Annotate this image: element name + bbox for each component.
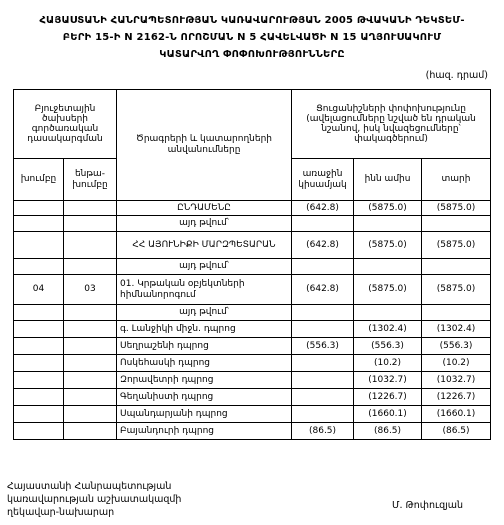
row-group-cell: [14, 201, 64, 216]
row-nine-months-cell: (1226.7): [354, 389, 422, 406]
table-row: [14, 389, 491, 406]
table-row: [14, 275, 491, 305]
row-year-cell: [422, 259, 491, 275]
row-nine-months-cell: (10.2): [354, 355, 422, 372]
row-first-half-cell: (642.8): [292, 201, 354, 216]
row-name-cell: այդ թվում՝: [117, 216, 292, 232]
row-group-cell: [14, 216, 64, 232]
header-nine-months: ինն ամիս: [354, 159, 422, 201]
row-first-half-cell: [292, 372, 354, 389]
row-year-cell: [422, 305, 491, 321]
row-group-cell: [14, 372, 64, 389]
row-subgroup-cell: [64, 338, 117, 355]
row-name-cell: այդ թվում՝: [117, 259, 292, 275]
row-group-cell: [14, 355, 64, 372]
row-first-half-cell: [292, 389, 354, 406]
row-first-half-cell: [292, 305, 354, 321]
row-nine-months-cell: (556.3): [354, 338, 422, 355]
row-first-half-cell: [292, 355, 354, 372]
row-name-cell: Ոսկեհասկի դպրոց: [117, 355, 292, 372]
header-budget-class: Բյուջետային ծախսերի գործառական դասակարգման: [14, 90, 117, 159]
row-first-half-cell: [292, 216, 354, 232]
table-row: [14, 355, 491, 372]
changes-table: [13, 89, 491, 440]
row-first-half-cell: [292, 321, 354, 338]
table-row: [14, 372, 491, 389]
signature-name: Մ. Թոփուզյան: [392, 500, 464, 511]
row-name-cell: Զորավետրի դպրոց: [117, 372, 292, 389]
row-subgroup-cell: [64, 259, 117, 275]
row-year-cell: (5875.0): [422, 232, 491, 259]
row-group-cell: [14, 389, 64, 406]
table-row: [14, 406, 491, 423]
row-nine-months-cell: [354, 305, 422, 321]
row-group-cell: [14, 321, 64, 338]
row-subgroup-cell: [64, 321, 117, 338]
row-year-cell: (1302.4): [422, 321, 491, 338]
table-row: [14, 321, 491, 338]
row-nine-months-cell: (86.5): [354, 423, 422, 440]
row-year-cell: (10.2): [422, 355, 491, 372]
row-name-cell: Սեղրաշենի դպրոց: [117, 338, 292, 355]
row-year-cell: (5875.0): [422, 201, 491, 216]
row-subgroup-cell: [64, 355, 117, 372]
row-group-cell: [14, 423, 64, 440]
header-subgroup: ենթա-խումբը: [64, 159, 117, 201]
table-row: [14, 201, 491, 216]
row-group-cell: [14, 338, 64, 355]
footer-line-3: ղեկավար-նախարար: [7, 507, 115, 518]
row-subgroup-cell: [64, 305, 117, 321]
row-subgroup-cell: [64, 423, 117, 440]
header-programs: Ծրագրերի և կատարողների անվանումները: [117, 90, 292, 201]
footer-line-2: կառավարության աշխատակազմի: [7, 494, 182, 505]
row-name-cell: այդ թվում՝: [117, 305, 292, 321]
row-year-cell: (1660.1): [422, 406, 491, 423]
row-first-half-cell: (642.8): [292, 275, 354, 305]
row-name-cell: 01. Կրթական օբյեկտների հիմնանորոգում: [117, 275, 292, 305]
document-title: [10, 12, 494, 63]
row-nine-months-cell: (1660.1): [354, 406, 422, 423]
header-group: խումբը: [14, 159, 64, 201]
row-name-cell: Գեղանիստի դպրոց: [117, 389, 292, 406]
row-year-cell: (86.5): [422, 423, 491, 440]
table-row: [14, 232, 491, 259]
row-nine-months-cell: (1302.4): [354, 321, 422, 338]
row-name-cell: Բայանդուրի դպրոց: [117, 423, 292, 440]
row-nine-months-cell: [354, 216, 422, 232]
row-name-cell: գ. Լանջիկի միջն. դպրոց: [117, 321, 292, 338]
row-first-half-cell: [292, 259, 354, 275]
title-line-1: ՀԱՅԱՍՏԱՆԻ ՀԱՆՐԱՊԵՏՈՒԹՅԱՆ ԿԱՌԱՎԱՐՈՒԹՅԱՆ 2005 ԹՎԱԿԱՆԻ ԴԵԿՏԵՄ-: [39, 15, 465, 26]
title-line-2: ԲԵՐԻ 15-Ի N 2162-Ն ՈՐՈՇՄԱՆ N 5 ՀԱՎԵԼՎԱԾԻ N 15 ԱՂՅՈՒՍԱԿՈՒՄ: [62, 32, 442, 43]
table-row: [14, 338, 491, 355]
row-first-half-cell: (556.3): [292, 338, 354, 355]
row-year-cell: (1032.7): [422, 372, 491, 389]
row-subgroup-cell: [64, 232, 117, 259]
row-year-cell: (556.3): [422, 338, 491, 355]
row-first-half-cell: [292, 406, 354, 423]
row-subgroup-cell: 03: [64, 275, 117, 305]
table-row: [14, 259, 491, 275]
unit-label: (հազ. դրամ): [425, 70, 488, 81]
row-year-cell: (1226.7): [422, 389, 491, 406]
row-nine-months-cell: (5875.0): [354, 275, 422, 305]
title-line-3: ԿԱՏԱՐՎՈՂ ՓՈՓՈԽՈՒԹՅՈՒՆՆԵՐԸ: [159, 49, 345, 60]
footer-position: [7, 480, 181, 519]
row-nine-months-cell: (1032.7): [354, 372, 422, 389]
row-subgroup-cell: [64, 406, 117, 423]
row-group-cell: 04: [14, 275, 64, 305]
footer-line-1: Հայաստանի Հանրապետության: [7, 481, 172, 492]
header-indicators: Ցուցանիշների փոփոխությունը (ավելացումները նշված են դրական նշանով, իսկ նվազեցումները՝ փակագծերում): [292, 90, 491, 159]
row-nine-months-cell: [354, 259, 422, 275]
row-name-cell: Սպանդարյանի դպրոց: [117, 406, 292, 423]
row-group-cell: [14, 305, 64, 321]
row-subgroup-cell: [64, 201, 117, 216]
row-subgroup-cell: [64, 389, 117, 406]
row-subgroup-cell: [64, 372, 117, 389]
table-row: [14, 216, 491, 232]
header-first-half: առաջին կիսամյակ: [292, 159, 354, 201]
header-row-1: [14, 90, 491, 159]
row-first-half-cell: (642.8): [292, 232, 354, 259]
table-row: [14, 305, 491, 321]
header-year: տարի: [422, 159, 491, 201]
row-name-cell: ԸՆԴԱՄԵՆԸ: [117, 201, 292, 216]
row-group-cell: [14, 406, 64, 423]
table-row: [14, 423, 491, 440]
row-nine-months-cell: (5875.0): [354, 201, 422, 216]
row-subgroup-cell: [64, 216, 117, 232]
row-group-cell: [14, 232, 64, 259]
row-group-cell: [14, 259, 64, 275]
row-nine-months-cell: (5875.0): [354, 232, 422, 259]
row-name-cell: ՀՀ ԱՅՈՒՆԻՔԻ ՄԱՐԶՊԵՏԱՐԱՆ: [117, 232, 292, 259]
row-year-cell: (5875.0): [422, 275, 491, 305]
row-first-half-cell: (86.5): [292, 423, 354, 440]
row-year-cell: [422, 216, 491, 232]
